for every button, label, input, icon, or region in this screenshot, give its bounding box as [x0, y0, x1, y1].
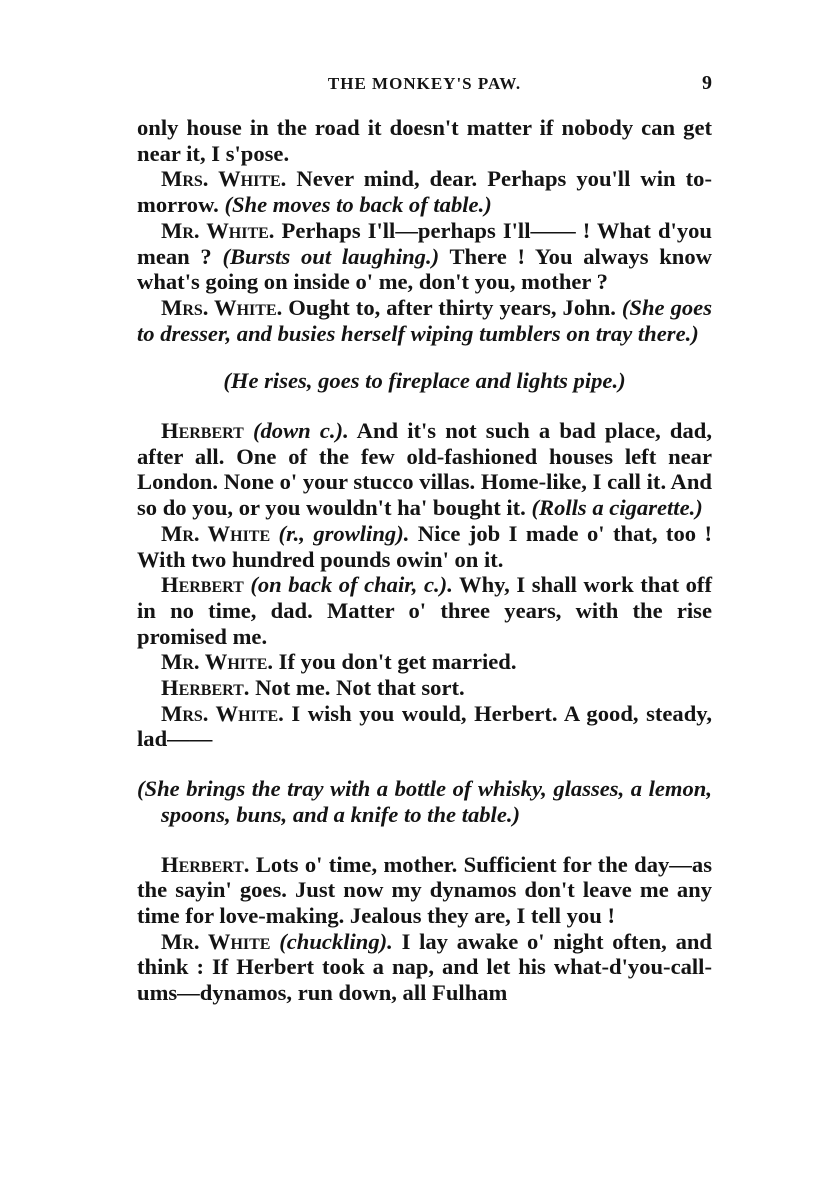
stage-direction: (She moves to back of table.): [224, 192, 492, 218]
speaker-name: Mr. White.: [161, 217, 275, 243]
stage-direction: (on back of chair, c.).: [243, 572, 453, 598]
paragraph: [137, 701, 712, 752]
stage-direction-block: (He rises, goes to fireplace and lights pipe.): [223, 368, 626, 394]
speaker-name: Mr. White.: [161, 649, 274, 675]
paragraph: [137, 295, 712, 346]
speaker-name: Herbert: [161, 572, 244, 598]
stage-direction: (Rolls a cigarette.): [531, 495, 703, 521]
stage-direction: (Bursts out laughing.): [222, 243, 440, 269]
stage-direction: (r., growling).: [270, 520, 410, 546]
page-header: [137, 70, 712, 100]
speaker-name: Mr. White: [161, 928, 271, 954]
dialogue-text: I lay awake o' night often, and think : If Herbert took a nap, and let his what-d'you-call-ums—dynamos, run down, all Fulham: [137, 928, 712, 1006]
stage-direction: (chuckling).: [270, 928, 393, 954]
paragraph: [137, 675, 712, 701]
paragraph: [137, 418, 712, 521]
paragraph: [137, 572, 712, 649]
paragraph: [137, 218, 712, 295]
dialogue-text: There ! You always know what's going on inside o' me, don't you, mother ?: [137, 243, 712, 295]
speaker-name: Mrs. White.: [161, 166, 287, 192]
speaker-name: Mr. White: [161, 520, 271, 546]
stage-direction: (She goes to dresser, and busies herself wiping tumblers on tray there.): [137, 294, 712, 346]
page-number: 9: [702, 72, 712, 94]
dialogue-text: Ought to, after thirty years, John.: [282, 294, 622, 320]
paragraph: [137, 521, 712, 572]
dialogue-text: Why, I shall work that off in no time, dad. Matter o' three years, with the rise promised me.: [137, 572, 712, 649]
speaker-name: Mrs. White.: [161, 700, 284, 726]
running-title: THE MONKEY'S PAW.: [327, 74, 522, 93]
dialogue-text: only house in the road it doesn't matter if nobody can get near it, I s'pose.: [137, 115, 712, 166]
dialogue-text: If you don't get married.: [273, 649, 517, 675]
stage-direction: (down c.).: [243, 418, 349, 444]
dialogue-text: Never mind, dear. Perhaps you'll win to-morrow.: [137, 166, 712, 218]
dialogue-text: And it's not such a bad place, dad, after all. One of the few old-fashioned houses left near London. None o' your stucco villas. Home-like, I call it. And so do you, or you wouldn't ha' bought it.: [137, 418, 712, 521]
paragraph: [137, 852, 712, 929]
stage-direction-block: (She brings the tray with a bottle of whisky, glasses, a lemon, spoons, buns, and a knife to the table.): [137, 776, 712, 827]
speaker-name: Mrs. White.: [161, 294, 283, 320]
paragraph: [137, 929, 712, 1006]
dialogue-text: I wish you would, Herbert. A good, steady, lad——: [137, 700, 712, 752]
dialogue-text: Perhaps I'll—perhaps I'll—— ! What d'you mean ?: [137, 217, 712, 269]
dialogue-text: Nice job I made o' that, too ! With two hundred pounds owin' on it.: [137, 520, 712, 572]
speaker-name: Herbert: [161, 418, 244, 444]
speaker-name: Herbert.: [161, 851, 250, 877]
speaker-name: Herbert.: [161, 675, 250, 701]
dialogue-text: Not me. Not that sort.: [249, 675, 465, 701]
paragraph: [137, 649, 712, 675]
paragraph: [137, 115, 712, 166]
dialogue-text: Lots o' time, mother. Sufficient for the day—as the sayin' goes. Just now my dynamos don't leave me any time for love-making. Jealous they are, I tell you !: [137, 851, 712, 928]
page-text: [137, 115, 712, 1006]
paragraph: [137, 166, 712, 217]
